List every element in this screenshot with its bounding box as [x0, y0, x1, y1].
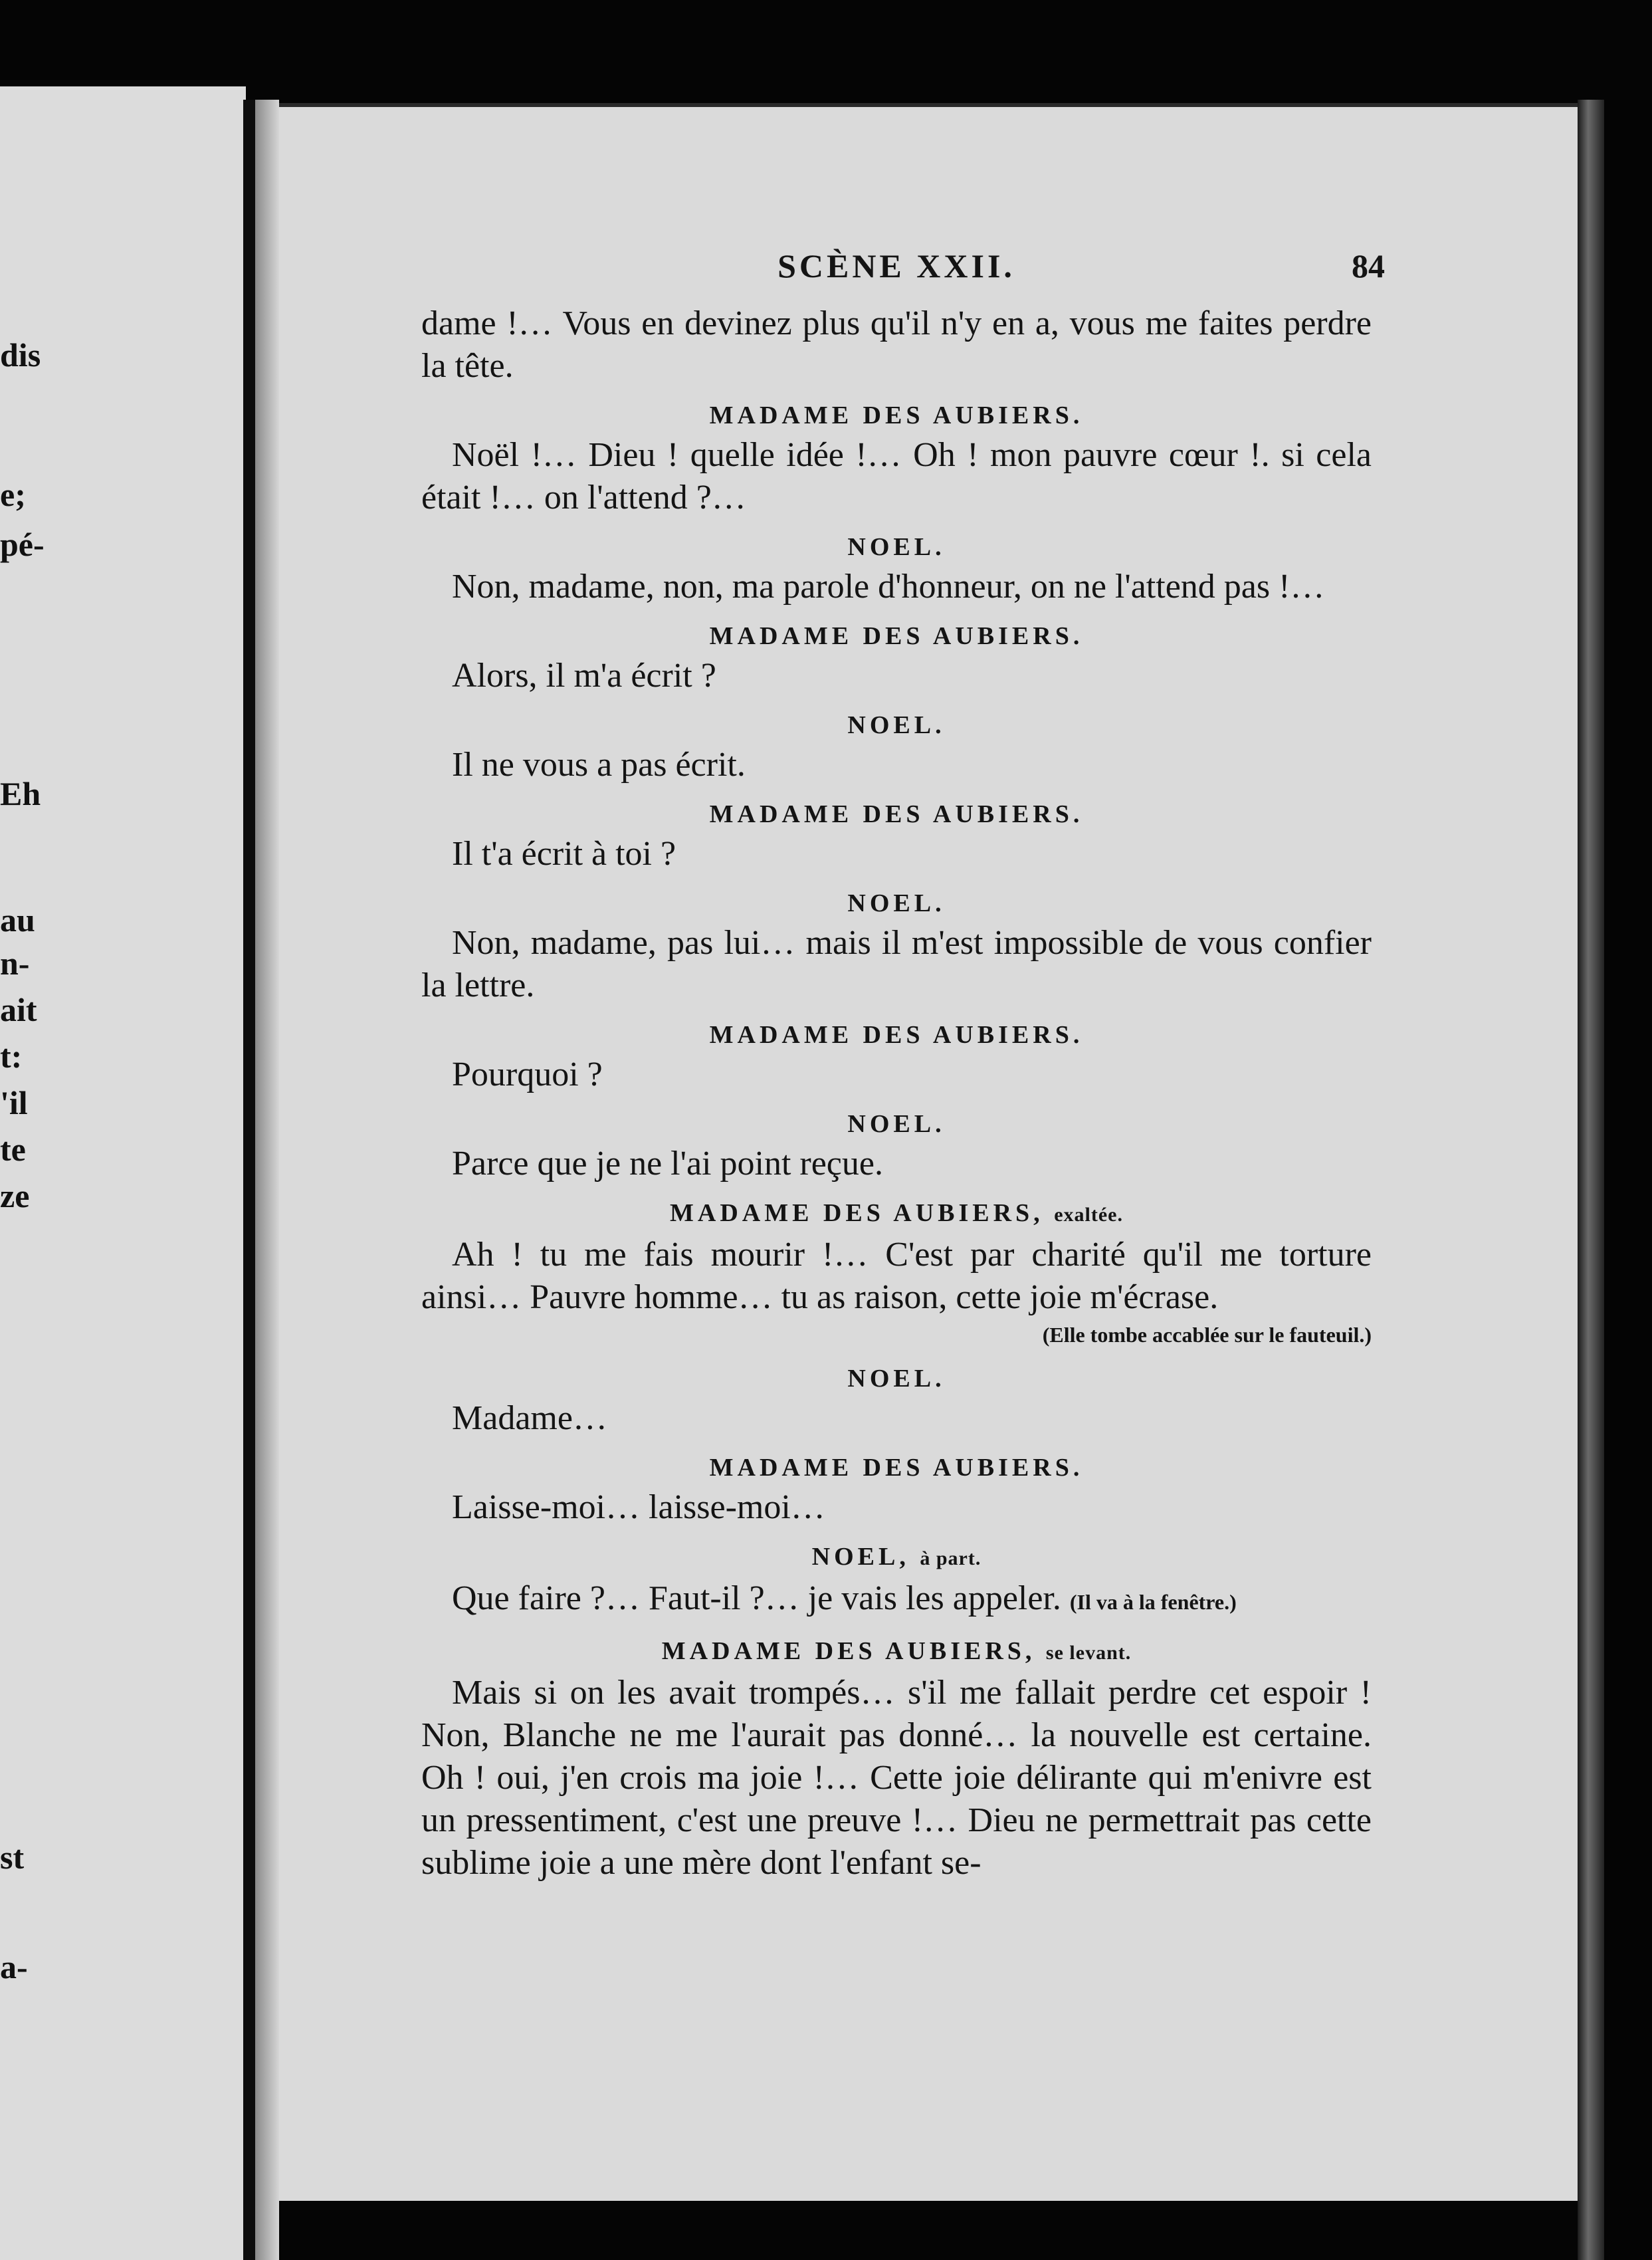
speaker-name: MADAME DES AUBIERS.	[709, 800, 1084, 828]
speaker-heading	[421, 1194, 1372, 1234]
page-content	[421, 247, 1385, 1884]
speaker-heading	[421, 1449, 1372, 1486]
dialogue-text: Parce que je ne l'ai point reçue.	[452, 1145, 883, 1183]
speaker-name: MADAME DES AUBIERS.	[709, 401, 1084, 429]
scan-border	[1604, 100, 1652, 2260]
speaker-name: NOEL.	[847, 1365, 946, 1393]
dialogue-paragraph	[421, 566, 1372, 608]
speaker-name: MADAME DES AUBIERS.	[709, 622, 1084, 650]
speaker-heading	[421, 796, 1372, 833]
previous-page-fragment: t:	[0, 1038, 23, 1075]
previous-page-fragment: pé-	[0, 526, 45, 563]
dialogue-text: Madame…	[452, 1399, 607, 1437]
speaker-name: NOEL.	[847, 1110, 946, 1138]
dialogue-paragraph	[421, 434, 1372, 519]
stage-direction: exaltée.	[1054, 1204, 1123, 1226]
dialogue-text: dame !… Vous en devinez plus qu'il n'y en a, vous me faites perdre la tête.	[421, 304, 1372, 385]
dialogue-text: Mais si on les avait trompés… s'il me fallait perdre cet espoir ! Non, Blanche ne me l'aurait pas donné… la nouvelle est certaine. Oh ! oui, j'en crois ma joie !… Cette joie délirante qui m'enivre est un pressentiment, c'est une preuve !… Dieu ne permettrait pas cette sublime joie a une mère dont l'enfant se-	[421, 1674, 1372, 1882]
previous-page-fragment: a-	[0, 1948, 28, 1985]
dialogue-text: Non, madame, non, ma parole d'honneur, on ne l'attend pas !…	[452, 568, 1325, 606]
speaker-name: MADAME DES AUBIERS,	[670, 1199, 1044, 1227]
dialogue-text: Ah ! tu me fais mourir !… C'est par charité qu'il me torture ainsi… Pauvre homme… tu as raison, cette joie m'écrase.	[421, 1236, 1372, 1316]
speaker-name: NOEL.	[847, 711, 946, 739]
speaker-name: MADAME DES AUBIERS.	[709, 1454, 1084, 1482]
previous-page-fragment: n-	[0, 945, 30, 982]
previous-page-fragment: 'il	[0, 1084, 28, 1121]
dialogue-paragraph	[421, 1397, 1372, 1440]
page-edge	[1578, 100, 1604, 2260]
running-title: SCÈNE XXII.	[777, 247, 1015, 284]
previous-page-fragment: au	[0, 901, 35, 939]
previous-page-fragment: ait	[0, 991, 37, 1028]
speaker-heading	[421, 885, 1372, 922]
speaker-heading	[421, 397, 1372, 434]
previous-page-edge	[0, 86, 246, 2260]
dialogue-paragraph	[421, 1143, 1372, 1185]
dialogue-text: Laisse-moi… laisse-moi…	[452, 1488, 825, 1526]
play-text	[421, 302, 1372, 1884]
stage-direction: (Elle tombe accablée sur le fauteuil.)	[1042, 1323, 1372, 1347]
dialogue-paragraph	[421, 922, 1372, 1007]
previous-page-fragment: te	[0, 1131, 26, 1168]
dialogue-text: Noël !… Dieu ! quelle idée !… Oh ! mon pauvre cœur !. si cela était !… on l'attend ?…	[421, 436, 1372, 516]
previous-page-fragment: Eh	[0, 775, 41, 812]
page	[255, 103, 1578, 2201]
dialogue-text: Il t'a écrit à toi ?	[452, 835, 676, 873]
previous-page-fragment: dis	[0, 336, 41, 374]
dialogue-paragraph	[421, 1672, 1372, 1884]
speaker-heading	[421, 1360, 1372, 1397]
dialogue-paragraph	[421, 744, 1372, 786]
previous-page-fragment: ze	[0, 1177, 30, 1214]
speaker-heading	[421, 528, 1372, 566]
speaker-name: MADAME DES AUBIERS.	[709, 1021, 1084, 1049]
stage-direction: se levant.	[1045, 1642, 1132, 1664]
binding-gutter	[243, 100, 255, 2260]
stage-direction: (Il va à la fenêtre.)	[1069, 1590, 1237, 1614]
dialogue-paragraph	[421, 1234, 1372, 1319]
dialogue-text: Non, madame, pas lui… mais il m'est impossible de vous confier la lettre.	[421, 924, 1372, 1004]
running-header	[421, 247, 1385, 300]
dialogue-text: Que faire ?… Faut-il ?… je vais les appeler.	[452, 1579, 1061, 1617]
speaker-heading	[421, 1633, 1372, 1672]
gutter-shadow	[255, 100, 279, 2260]
previous-page-fragment: st	[0, 1839, 25, 1876]
speaker-name: NOEL,	[811, 1543, 910, 1571]
speaker-heading	[421, 1538, 1372, 1577]
speaker-heading	[421, 1105, 1372, 1143]
dialogue-text: Alors, il m'a écrit ?	[452, 657, 716, 695]
speaker-name: NOEL.	[847, 889, 946, 917]
speaker-name: MADAME DES AUBIERS,	[661, 1637, 1036, 1665]
dialogue-paragraph	[421, 1486, 1372, 1529]
previous-page-fragment: e;	[0, 476, 26, 513]
dialogue-text: Il ne vous a pas écrit.	[452, 746, 746, 784]
stage-direction: à part.	[920, 1547, 981, 1569]
speaker-heading	[421, 618, 1372, 655]
dialogue-paragraph	[421, 1054, 1372, 1096]
dialogue-paragraph	[421, 1577, 1372, 1623]
dialogue-text: Pourquoi ?	[452, 1056, 603, 1093]
speaker-name: NOEL.	[847, 533, 946, 561]
page-number: 84	[1352, 247, 1385, 284]
dialogue-paragraph	[421, 302, 1372, 388]
speaker-heading	[421, 1016, 1372, 1054]
dialogue-paragraph	[421, 655, 1372, 697]
speaker-heading	[421, 707, 1372, 744]
dialogue-paragraph	[421, 833, 1372, 875]
